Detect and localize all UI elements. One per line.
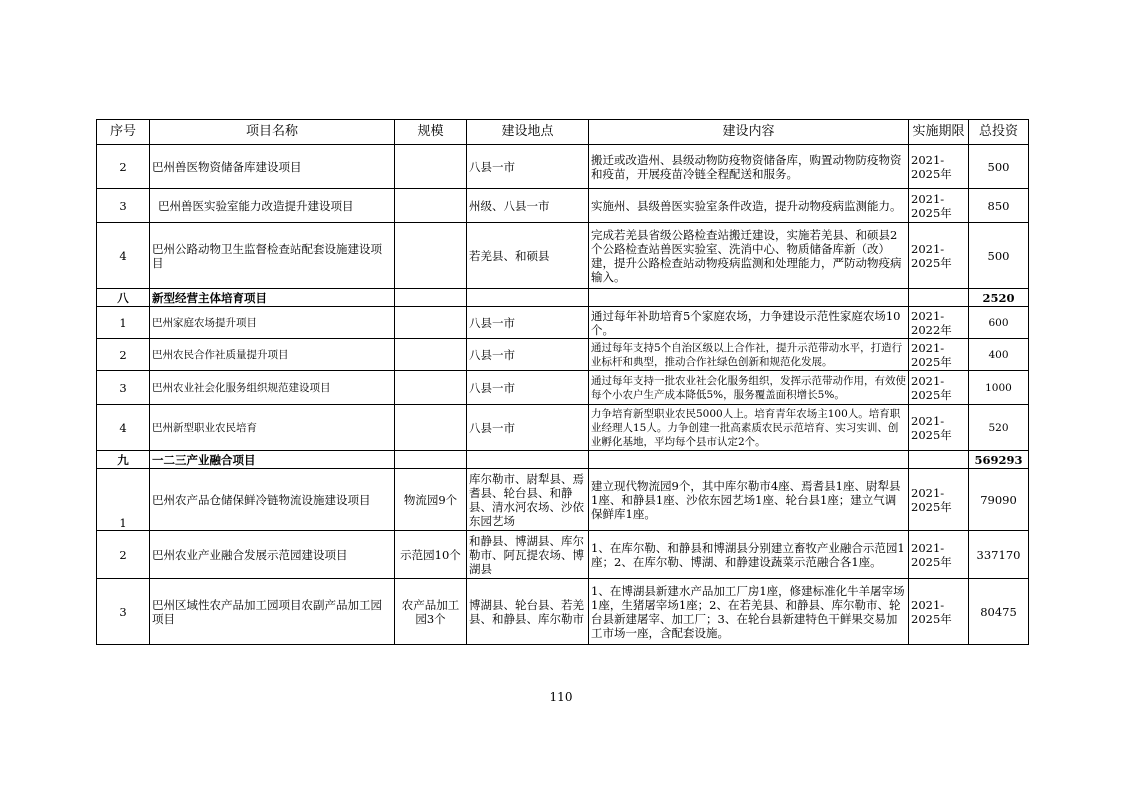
cell-scale [395,223,467,289]
cell-period: 2021-2025年 [909,469,969,531]
header-investment: 总投资 [969,120,1029,145]
cell-content: 通过每年支持一批农业社会化服务组织，发挥示范带动作用，有效使每个小农户生产成本降低5%，服务覆盖面积增长5%。 [589,371,909,405]
header-location: 建设地点 [467,120,589,145]
cell-name: 巴州农业社会化服务组织规范建设项目 [150,371,395,405]
page-number: 110 [549,690,573,704]
cell-scale [395,371,467,405]
table-row [97,339,1029,371]
cell-scale [395,307,467,339]
table-row [97,307,1029,339]
empty-cell [589,451,909,469]
table-row [97,223,1029,289]
cell-scale [395,405,467,451]
cell-name: 巴州兽医实验室能力改造提升建设项目 [150,189,395,223]
empty-cell [909,451,969,469]
cell-no: 3 [97,189,150,223]
cell-location: 八县一市 [467,145,589,189]
cell-period: 2021-2025年 [909,189,969,223]
cell-name: 巴州农业产业融合发展示范园建设项目 [150,531,395,579]
cell-investment: 500 [969,145,1029,189]
cell-location: 八县一市 [467,339,589,371]
cell-no: 2 [97,145,150,189]
cell-investment: 850 [969,189,1029,223]
cell-name: 巴州新型职业农民培育 [150,405,395,451]
section-row [97,289,1029,307]
header-scale: 规模 [395,120,467,145]
empty-cell [467,289,589,307]
cell-location: 库尔勒市、尉犁县、焉耆县、轮台县、和静县、清水河农场、沙依东园艺场 [467,469,589,531]
section-no: 八 [97,289,150,307]
table-row [97,189,1029,223]
cell-content: 力争培育新型职业农民5000人上。培育青年农场主100人。培育职业经理人15人。力争创建一批高素质农民示范培育、实习实训、创业孵化基地，平均每个县市认定2个。 [589,405,909,451]
cell-scale [395,145,467,189]
table-header-row [97,120,1029,145]
table-row [97,531,1029,579]
cell-content: 实施州、县级兽医实验室条件改造，提升动物疫病监测能力。 [589,189,909,223]
empty-cell [395,451,467,469]
cell-period: 2021-2025年 [909,405,969,451]
cell-period: 2021-2025年 [909,339,969,371]
cell-scale [395,339,467,371]
cell-period: 2021-2025年 [909,145,969,189]
cell-investment: 520 [969,405,1029,451]
cell-location: 若羌县、和硕县 [467,223,589,289]
section-investment: 2520 [969,289,1029,307]
cell-no: 1 [97,307,150,339]
table-row [97,145,1029,189]
cell-investment: 400 [969,339,1029,371]
cell-no: 2 [97,339,150,371]
cell-period: 2021-2025年 [909,371,969,405]
cell-location: 州级、八县一市 [467,189,589,223]
cell-period: 2021-2025年 [909,531,969,579]
section-no: 九 [97,451,150,469]
cell-content: 搬迁或改造州、县级动物防疫物资储备库，购置动物防疫物资和疫苗，开展疫苗冷链全程配送和服务。 [589,145,909,189]
cell-period: 2021-2025年 [909,223,969,289]
header-content: 建设内容 [589,120,909,145]
cell-name: 巴州区域性农产品加工园项目农副产品加工园项目 [150,579,395,645]
cell-name: 巴州农产品仓储保鲜冷链物流设施建设项目 [150,469,395,531]
cell-location: 八县一市 [467,307,589,339]
empty-cell [395,289,467,307]
cell-investment: 500 [969,223,1029,289]
cell-investment: 1000 [969,371,1029,405]
cell-content: 1、在博湖县新建水产品加工厂房1座，修建标准化牛羊屠宰场1座，生猪屠宰场1座；2、在若羌县、和静县、库尔勒市、轮台县新建屠宰、加工厂；3、在轮台县新建特色干鲜果交易加工市场一座，含配套设施。 [589,579,909,645]
cell-content: 建立现代物流园9个，其中库尔勒市4座、焉耆县1座、尉犁县1座、和静县1座、沙依东园艺场1座、轮台县1座；建立气调保鲜库1座。 [589,469,909,531]
empty-cell [467,451,589,469]
cell-scale: 农产品加工园3个 [395,579,467,645]
cell-name: 巴州兽医物资储备库建设项目 [150,145,395,189]
cell-no: 4 [97,223,150,289]
cell-scale [395,189,467,223]
table-row [97,405,1029,451]
cell-location: 八县一市 [467,371,589,405]
empty-cell [909,289,969,307]
section-name: 新型经营主体培育项目 [150,289,395,307]
cell-no: 4 [97,405,150,451]
table-row [97,469,1029,531]
table-row [97,371,1029,405]
empty-cell [589,289,909,307]
cell-content: 1、在库尔勒、和静县和博湖县分别建立畜牧产业融合示范园1座；2、在库尔勒、博湖、和静建设蔬菜示范融合各1座。 [589,531,909,579]
cell-investment: 600 [969,307,1029,339]
section-row [97,451,1029,469]
cell-no: 3 [97,371,150,405]
table-row [97,579,1029,645]
section-name: 一二三产业融合项目 [150,451,395,469]
header-name: 项目名称 [150,120,395,145]
cell-location: 博湖县、轮台县、若羌县、和静县、库尔勒市 [467,579,589,645]
cell-period: 2021-2025年 [909,579,969,645]
cell-location: 和静县、博湖县、库尔勒市、阿瓦提农场、博湖县 [467,531,589,579]
cell-content: 完成若羌县省级公路检查站搬迁建设，实施若羌县、和硕县2个公路检查站兽医实验室、洗消中心、物质储备库新（改）建，提升公路检查站动物疫病监测和处理能力，严防动物疫病输入。 [589,223,909,289]
cell-name: 巴州公路动物卫生监督检查站配套设施建设项目 [150,223,395,289]
cell-investment: 79090 [969,469,1029,531]
header-no: 序号 [97,120,150,145]
cell-period: 2021-2022年 [909,307,969,339]
cell-no: 2 [97,531,150,579]
cell-scale: 示范园10个 [395,531,467,579]
cell-scale: 物流园9个 [395,469,467,531]
cell-no: 1 [97,469,150,531]
cell-investment: 80475 [969,579,1029,645]
cell-no: 3 [97,579,150,645]
header-period: 实施期限 [909,120,969,145]
cell-name: 巴州家庭农场提升项目 [150,307,395,339]
section-investment: 569293 [969,451,1029,469]
cell-content: 通过每年支持5个自治区级以上合作社，提升示范带动水平，打造行业标杆和典型，推动合作社绿色创新和规范化发展。 [589,339,909,371]
cell-investment: 337170 [969,531,1029,579]
cell-content: 通过每年补助培育5个家庭农场，力争建设示范性家庭农场10个。 [589,307,909,339]
project-table [96,119,1029,645]
cell-name: 巴州农民合作社质量提升项目 [150,339,395,371]
cell-location: 八县一市 [467,405,589,451]
